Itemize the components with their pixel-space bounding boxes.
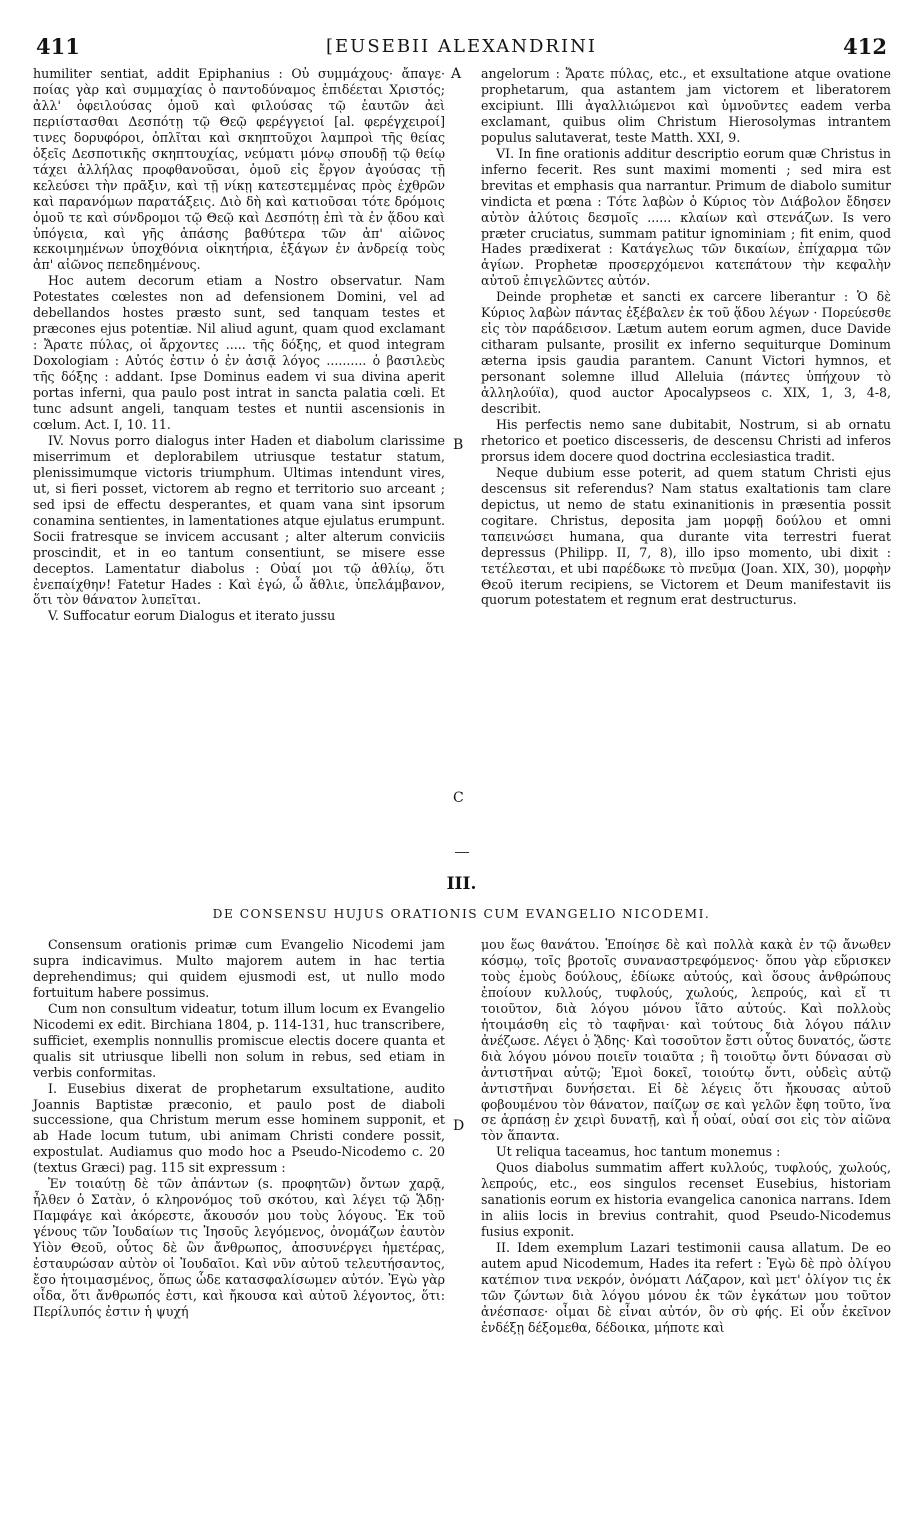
paragraph: II. Idem exemplum Lazari testimonii causa allatum. De eo autem apud Nicodemum, Hades ita refert : Ἐγὼ δὲ πρὸ ὀλίγου κατέπιον τινα νεκρόν, ὀνόματι Λάζαρον, καὶ μετ' ὀλίγον τις ἐκ τῶν ζώντων διὰ λόγου μόνου ἐκ τῶν ἐγκάτων μου τοῦτον ἀνέσπασε· οἶμαι δὲ εἶναι αὐτόν, ὃν σὺ φής. Εἰ οὖν ἐκεῖνον ἐνδέξῃ δέξομεθα, δέδοικα, μήποτε καὶ (481, 1240, 891, 1335)
paragraph: humiliter sentiat, addit Epiphanius : Οὐ συμμάχους· ἄπαγε· ποίας γὰρ καὶ συμμαχίας ὁ παντοδύναμος ἐπιδέεται Χριστός; ἀλλ' ὀφειλούσας ὁμοῦ καὶ φιλούσας τῷ ἑαυτῶν ἀεὶ περιίστασθαι Δεσπότῃ τῷ Θεῷ φερέγγειοί [al. φερέγχειροί] τινες δορυφόροι, ὁπλῖται καὶ σκηπτοῦχοι λαμπροὶ τῆς θείας ὀξεῖς Δεσποτικῆς σκηπτουχίας, νεύματι μόνῳ σπουδῇ τῷ θείῳ τάχει ἀλλήλας προφθανοῦσαι, ὁμοῦ εἰς ἔργον ἀγούσας τῇ κελεύσει τὴν πρᾶξιν, καὶ τῇ νίκῃ κατεστεμμένας πρὸς ἐχθρῶν καὶ παρανόμων παρατάξεις. Διὸ δὴ καὶ κατιοῦσαι τότε δρόμοις ὁμοῦ τε καὶ σύνδρομοι τῷ Θεῷ καὶ Δεσπότῃ ἐπὶ τὰ ἐν ᾅδου καὶ ὑπόγεια, καὶ γῆς ἁπάσης βαθύτερα τῶν ἀπ' αἰῶνος κεκοιμημένων ὑποχθόνια οἰκητήρια, ἐξάγων ἐν ἀνδρείᾳ τοὺς ἀπ' αἰῶνος πεπεδημένους. (33, 66, 445, 273)
section-title: DE CONSENSU HUJUS ORATIONIS CUM EVANGELIO NICODEMI. (212, 907, 711, 921)
page-number-right: 412 (843, 34, 887, 59)
paragraph: V. Suffocatur eorum Dialogus et iterato jussu (48, 608, 336, 624)
greek-quotation: μου ἕως θανάτου. Ἐποίησε δὲ καὶ πολλὰ κακὰ ἐν τῷ ἄνωθεν κόσμῳ, τοῖς βροτοῖς συναναστρεφόμενος· ὅπου γὰρ εὕρισκεν τοὺς ἐμοὺς δούλους, ἐδίωκε αὐτούς, καὶ ὅσους ἀνθρώπους ἐποίουν κυλλούς, τυφλούς, χωλούς, λεπρούς, καὶ εἴ τι τοιοῦτον, διὰ λόγου μόνου ἴᾶτο αὐτούς. Καὶ πολλοὺς ἡτοιμάσθη εἰς τὸ ταφῆναι· καὶ τούτους διὰ λόγου πάλιν ἀνέζωσε. Λέγει ὁ ᾍδης· Καὶ τοσοῦτον ἔστι οὗτος δυνατός, ὥστε διὰ λόγου μόνου ποιεῖν τοιαῦτα ; ἢ τοιοῦτῳ ὄντι δύνασαι σὺ ἀντιστῆναι αὐτῷ; Ἐμοὶ δοκεῖ, τοιούτῳ ὄντι, οὐδεὶς αὐτῷ ἀντιστῆναι δυνήσεται. Εἰ δὲ λέγεις ὅτι ἤκουσας αὐτοῦ φοβουμένου τὸν θάνατον, παίζων σε καὶ γελῶν ἔφη τοῦτο, ἵνα σε ἁρπάσῃ ἐν χειρὶ δυνατῇ, καὶ ἦ οὐαί, οὐαί σοι εἰς τὸν αἰῶνα τὸν ἅπαντα. (481, 937, 891, 1144)
bottom-right-column (481, 937, 891, 1336)
paragraph: His perfectis nemo sane dubitabit, Nostrum, si ab ornatu rhetorico et poetico discesseris, de descensu Christi ad inferos prorsus idem docere quod doctrina ecclesiastica tradit. (481, 416, 891, 464)
top-left-column (33, 66, 445, 624)
greek-quotation: Ἐν τοιαύτῃ δὲ τῶν ἁπάντων (s. προφητῶν) ὄντων χαρᾷ, ἦλθεν ὁ Σατὰν, ὁ κληρονόμος τοῦ σκότου, καὶ λέγει τῷ ᾍδῃ· Παμφάγε καὶ ἀκόρεστε, ἄκουσόν μου τοὺς λόγους. Ἐκ τοῦ γένους τῶν Ἰουδαίων τις Ἰησοῦς λεγόμενος, ὀνομάζων ἑαυτὸν Υἱὸν Θεοῦ, οὗτος δὲ ὢν ἄνθρωπος, ἀποσυνέργει ἡμετέρας, ἐσταυρώσαν αὐτὸν οἱ Ἰουδαῖοι. Καὶ νῦν αὐτοῦ τελευτήσαντος, ἔσο ἡτοιμασμένος, ὅπως ὧδε κατασφαλίσωμεν αὐτόν. Ἐγὼ γὰρ οἶδα, ὅτι ἄνθρωπός ἐστι, καὶ ἤκουσα καὶ αὐτοῦ λέγοντος, ὅτι: Περίλυπός ἐστιν ἡ ψυχή (33, 1176, 445, 1319)
section-number: III. (446, 874, 477, 894)
paragraph: angelorum : Ἄρατε πύλας, etc., et exsultatione atque ovatione prophetarum, qua astantem jam victorem et liberatorem excipiunt. Illi ἀγαλλιώμενοι καὶ ὑμνοῦντες eadem verba exclamant, quibus olim Christum Hierosolymas intrantem populus salutaverat, teste Matth. XXI, 9. (481, 66, 891, 145)
margin-marker-d: D (453, 1118, 465, 1134)
paragraph: Quos diabolus summatim affert κυλλούς, τυφλούς, χωλούς, λεπρούς, etc., eos singulos recenset Eusebius, historiam sanationis eorum ex historia evangelica canonica narrans. Idem in aliis locis in brevius contrahit, quod Pseudo-Nicodemus fusius exponit. (481, 1160, 891, 1240)
paragraph: Hoc autem decorum etiam a Nostro observatur. Nam Potestates cœlestes non ad defensionem Domini, vel ad debellandos hostes præsto sunt, sed tanquam testes et præcones ejus potentiæ. Nil aliud agunt, quam quod exclamant : Ἄρατε πύλας, οἱ ἄρχοντες ..... τῆς δόξης, et quod integram Doxologiam : Αὐτός ἐστιν ὁ ἐν ἀσιᾷ λόγος .......... ὁ βασιλεὺς τῆς δόξης : addant. Ipse Dominus eadem vi sua divina aperit portas inferni, qua paulo post intrat in sancta palatia cœli. Et tunc adsunt angeli, tanquam testes et nuntii ascensionis in cœlum. Act. I, 10. 11. (33, 273, 445, 432)
margin-marker-a: A (451, 66, 462, 82)
section-divider (455, 852, 469, 853)
paragraph: Ut reliqua taceamus, hoc tantum monemus : (496, 1144, 781, 1160)
paragraph: Cum non consultum videatur, totum illum locum ex Evangelio Nicodemi ex edit. Birchiana 1804, p. 114-131, huc transcribere, sufficiet, exemplis nonnullis promiscue electis docere quanta et qualis sit utriusque libelli non solum in rebus, sed etiam in verbis conformitas. (33, 1000, 445, 1080)
running-header (36, 34, 887, 62)
page-number-left: 411 (36, 34, 80, 59)
bottom-left-column (33, 937, 445, 1320)
margin-marker-c: C (453, 790, 464, 806)
running-title: [EUSEBII ALEXANDRINI (326, 36, 597, 57)
top-right-column (481, 66, 891, 608)
paragraph: I. Eusebius dixerat de prophetarum exsultatione, audito Joannis Baptistæ præconio, et paulo post de diaboli successione, qua Christum merum esse hominem supponit, et ab Hade locum tutum, ubi animam Christi condere possit, expostulat. Audiamus quo modo hoc a Pseudo-Nicodemo c. 20 (textus Græci) pag. 115 sit expressum : (33, 1080, 445, 1176)
paragraph: Consensum orationis primæ cum Evangelio Nicodemi jam supra indicavimus. Multo majorem autem in hac tertia deprehendimus; qui quidem ejusmodi est, ut nullo modo fortuitum habere possimus. (33, 937, 445, 1000)
paragraph: IV. Novus porro dialogus inter Haden et diabolum clarissime miserrimum et deplorabilem utriusque testatur statum, plenissimumque victoris triumphum. Ultimas intendunt vires, ut, si fieri posset, victorem ab regno et territorio suo arceant ; sed ipsi de effectu desperantes, et quam vana sint ipsorum conamina sentientes, in lamentationes atque ejulatus erumpunt. Socii fratresque se invicem accusant ; alter alterum conviciis proscindit, et in eo tantum consentiunt, se misere esse deceptos. Lamentatur diabolus : Οὐαί μοι τῷ ἀθλίῳ, ὅτι ἐνεπαίχθην! Fatetur Hades : Καὶ ἐγώ, ὦ ἄθλιε, ὑπελάμβανον, ὅτι τὸν θάνατον λυπεῖται. (33, 432, 445, 608)
margin-marker-b: B (453, 437, 464, 453)
paragraph: Neque dubium esse poterit, ad quem statum Christi ejus descensus sit referendus? Nam status exaltationis tam clare depictus, ut nemo de statu exinanitionis in præsentia possit cogitare. Christus, deposita jam μορφῇ δούλου et omni ταπεινώσει humana, qua durante vita terrestri fuerat depressus (Philipp. II, 7, 8), illo ipso momento, ubi dixit : τετέλεσται, et ubi παρέδωκε τὸ πνεῦμα (Joan. XIX, 30), μορφὴν Θεοῦ iterum recipiens, se Victorem et Deum manifestavit iis quorum potestatem et regnum erat destructurus. (481, 464, 891, 608)
paragraph: VI. In fine orationis additur descriptio eorum quæ Christus in inferno fecerit. Res sunt maximi momenti ; sed mira est brevitas et emphasis qua narrantur. Primum de diabolo sumitur vindicta et pœna : Τότε λαβὼν ὁ Κύριος τὸν Διάβολον ἔδησεν αὐτὸν ἀλύτοις δεσμοῖς ...... κλαίων καὶ στενάζων. Is vero præter cruciatus, summam patitur ignominiam ; fit enim, quod Hades prædixerat : Κατάγελως τῶν δικαίων, ἐπίχαρμα τῶν ἁγίων. Prophetæ προσερχόμενοι κατεπάτουν τὴν κεφαλὴν αὐτοῦ ἐπιγελῶντες αὐτόν. (481, 145, 891, 289)
paragraph: Deinde prophetæ et sancti ex carcere liberantur : Ὁ δὲ Κύριος λαβὼν πάντας ἐξέβαλεν ἐκ τοῦ ᾅδου λέγων · Πορεύεσθε εἰς τὸν παράδεισον. Lætum autem eorum agmen, duce Davide citharam pulsante, prosilit ex inferno sequiturque Dominum æterna ipsis gaudia parantem. Canunt Victori hymnos, et personant solemne illud Alleluia (πάντες ὑπήχουν τὸ ἀλληλούϊα), quod auctor Apocalypseos c. XIX, 1, 3, 4-8, describit. (481, 289, 891, 417)
